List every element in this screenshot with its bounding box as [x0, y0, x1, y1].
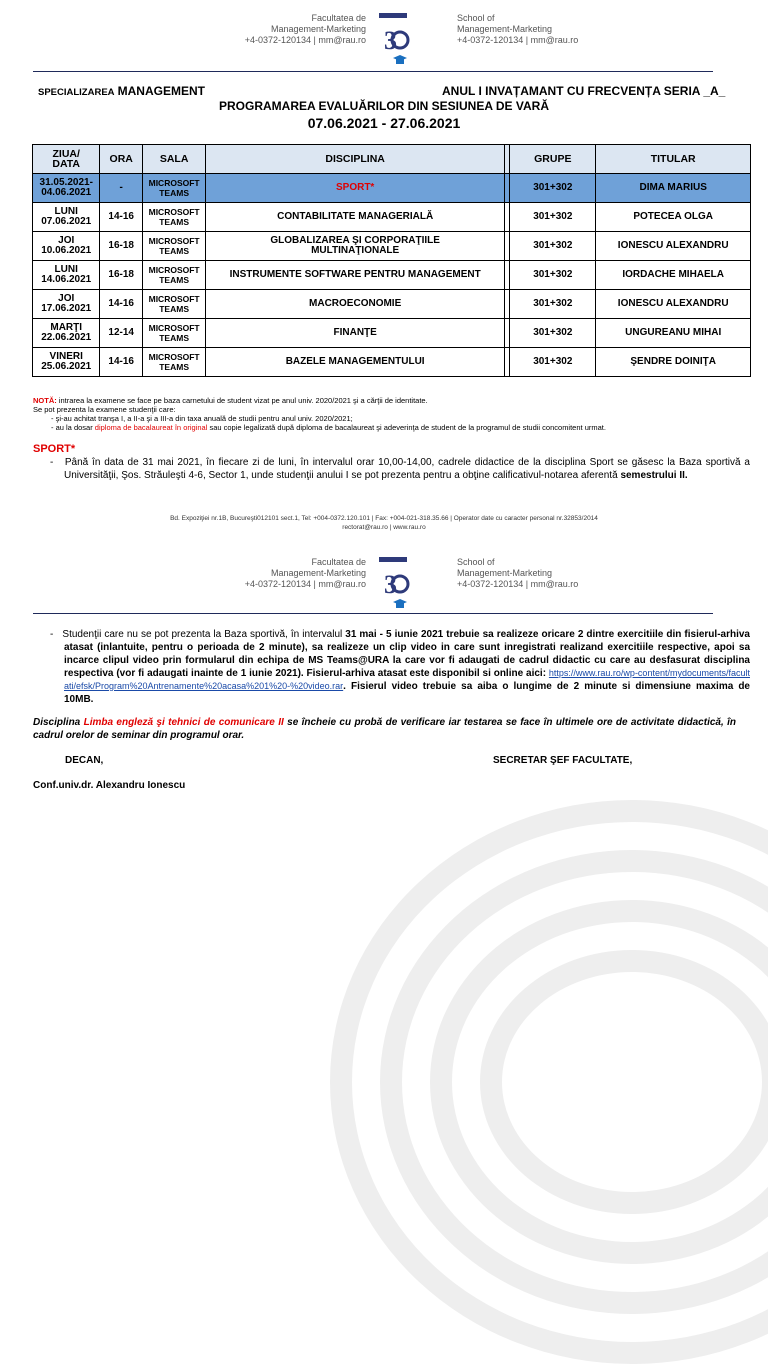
table-row: [33, 348, 751, 377]
sport-paragraph: - Până în data de 31 mai 2021, în fiecare zi de luni, în intervalul orar 10,00-14,00, cadrele didactice de la disciplina Sport se găsesc la Baza sportivă a Universităţii, Şos. Străuleşti 4-6, Sector 1, unde studenţii anului I se pot prezenta pentru a obţine calificativul-notarea aferentă semestrului II.: [50, 457, 750, 481]
archive-link[interactable]: https://www.rau.ro/wp-content/mydocuments/facultati/efsk/Program%20Antrenamente%20acasa%201%20-%20video.rar: [64, 668, 750, 691]
cell-sala: MICROSOFT TEAMS: [142, 232, 205, 261]
cell-sala: MICROSOFT TEAMS: [142, 290, 205, 319]
sport-heading: SPORT*: [33, 443, 76, 455]
cell-ziua: JOI 10.06.2021: [33, 232, 100, 261]
cell-titular: ŞENDRE DOINIŢA: [596, 348, 751, 377]
english-discipline-note: [33, 716, 736, 742]
cell-sala: MICROSOFT TEAMS: [142, 319, 205, 348]
table-row: [33, 203, 751, 232]
header-left: [216, 557, 366, 590]
disc-name-red: Limba engleză şi tehnici de comunicare II: [83, 717, 284, 728]
nota-bullet2-b: sau copie legalizată după diploma de bacalaureat şi adeverinţa de student de la programul de studii concomitent urmat.: [207, 423, 606, 432]
svg-text:3: 3: [384, 570, 397, 599]
disc-text-a: Disciplina: [33, 717, 84, 728]
cell-sala: MICROSOFT TEAMS: [142, 261, 205, 290]
cell-titular: POTECEA OLGA: [596, 203, 751, 232]
cell-disciplina: INSTRUMENTE SOFTWARE PENTRU MANAGEMENT: [206, 261, 505, 290]
nota-label: NOTĂ:: [33, 396, 57, 405]
header-right-line: Management-Marketing: [457, 568, 553, 578]
cell-ziua: LUNI 07.06.2021: [33, 203, 100, 232]
nota-line1: intrarea la examene se face pe baza carnetului de student vizat pe anul univ. 2020/2021 şi a cărţii de identitate.: [56, 396, 428, 405]
col-header-ora: ORA: [100, 145, 143, 174]
cell-grupe: 301+302: [510, 319, 596, 348]
secretar-label: SECRETAR ŞEF FACULTATE,: [493, 755, 633, 766]
header-right-line: School of: [457, 557, 495, 567]
nota-bullet1: şi-au achitat tranşa I, a II-a şi a III-a din taxa anuală de studii pentru anul univ. 2020/2021;: [55, 414, 353, 423]
cell-ora: 12-14: [100, 319, 143, 348]
cell-grupe: 301+302: [510, 232, 596, 261]
cell-titular: DIMA MARIUS: [596, 174, 751, 203]
cell-ora: 14-16: [100, 290, 143, 319]
col-header-grupe: GRUPE: [510, 145, 596, 174]
spec-prefix: SPECIALIZAREA: [38, 87, 115, 98]
year-series: ANUL I INVAȚAMANT CU FRECVENȚA SERIA _A_: [442, 84, 726, 98]
program-title: PROGRAMAREA EVALUĂRILOR DIN SESIUNEA DE VARĂ: [218, 99, 550, 113]
specialization: [38, 84, 205, 98]
table-row: [33, 319, 751, 348]
nota-block: NOTĂ: intrarea la examene se face pe baza carnetului de student vizat pe anul univ. 2020/2021 şi a cărţii de identitate. Se pot prezenta la examene studenţii care: - şi-au achitat tranşa I, a II-a şi a III-a din taxa anuală de studii pentru anul univ. 2020/2021; - au la dosar diploma de bacalaureat în original sau copie legalizată după diploma de bacalaureat şi adeverinţa de student de la programul de studii concomitent urmat.: [33, 396, 733, 432]
university-logo: [376, 556, 410, 619]
nota-bullet2-a: au la dosar: [55, 423, 95, 432]
col-header-disciplina: DISCIPLINA: [206, 145, 505, 174]
header-right-line: +4-0372-120134 | mm@rau.ro: [457, 35, 579, 45]
cell-ziua: VINERI 25.06.2021: [33, 348, 100, 377]
sport-text: Până în data de 31 mai 2021, în fiecare zi de luni, în intervalul orar 10,00-14,00, cadrele didactice de la disciplina Sport se găsesc la Baza sportivă a Universităţii, Şos. Străuleşti 4-6, Sector 1, unde studenţii anului I se pot prezenta pentru a obţine calificativul-notarea aferentă: [64, 457, 750, 481]
header-right: [457, 13, 607, 46]
cell-ziua: LUNI 14.06.2021: [33, 261, 100, 290]
schedule-table: [32, 144, 751, 377]
cell-titular: UNGUREANU MIHAI: [596, 319, 751, 348]
nota-bullet2-red: diploma de bacalaureat în original: [94, 423, 208, 432]
header-right: [457, 557, 607, 590]
cell-disciplina: CONTABILITATE MANAGERIALĂ: [206, 203, 505, 232]
cell-sala: MICROSOFT TEAMS: [142, 174, 205, 203]
table-header-row: [33, 145, 751, 174]
footer-line: rectorat@rau.ro | www.rau.ro: [342, 524, 426, 531]
header-left-line: Management-Marketing: [270, 568, 366, 578]
alt-sport-text-a: Studenţii care nu se pot prezenta la Baza sportivă, în intervalul: [62, 629, 346, 640]
col-header-ziua: ZIUA/ DATA: [33, 145, 100, 174]
cell-sala: MICROSOFT TEAMS: [142, 348, 205, 377]
col-header-titular: TITULAR: [596, 145, 751, 174]
cell-grupe: 301+302: [510, 261, 596, 290]
spec-name: MANAGEMENT: [117, 84, 205, 98]
cell-disciplina: GLOBALIZAREA ŞI CORPORAŢIILE MULTINAŢIONALE: [206, 232, 505, 261]
header-right-line: +4-0372-120134 | mm@rau.ro: [457, 579, 579, 589]
sport-text-bold: semestrului II.: [620, 470, 688, 481]
cell-grupe: 301+302: [510, 348, 596, 377]
cell-disciplina: SPORT*: [206, 174, 505, 203]
header-left: [216, 13, 366, 46]
header-left-line: Facultatea de: [311, 557, 366, 567]
header-left-line: Management-Marketing: [270, 24, 366, 34]
cell-disciplina: BAZELE MANAGEMENTULUI: [206, 348, 505, 377]
alt-sport-text-c: . Fisierul video trebuie sa aiba o lungime de 2 minute si dimensiune maxima de 10MB.: [64, 681, 750, 705]
cell-grupe: 301+302: [510, 174, 596, 203]
signer-name: Conf.univ.dr. Alexandru Ionescu: [33, 780, 186, 791]
alt-sport-paragraph: - Studenţii care nu se pot prezenta la Baza sportivă, în intervalul 31 mai - 5 iunie 2021 trebuie sa realizeze oricare 2 dintre exercitiile din fisierul-arhiva atasat (inlantuite, pentru o perioada de 2 minute), sa realizeze un clip video in care sunt inregistrati realizand exercitiile respective, apoi sa incarce clipul video prin formularul din echipa de MS Teams@URA la care vor fi adaugati de cadrul didactic cu care au desfasurat disciplina respectiva (vor fi adaugati inainte de 1 iunie 2021). Fisierul-arhiva atasat este disponibil si online aici: https://www.rau.ro/wp-content/mydocuments/facultati/efsk/Program%20Antrenamente%20acasa%201%20-%20video.rar. Fisierul video trebuie sa aiba o lungime de 2 minute si dimensiune maxima de 10MB.: [50, 629, 750, 705]
cell-sala: MICROSOFT TEAMS: [142, 203, 205, 232]
cell-titular: IONESCU ALEXANDRU: [596, 290, 751, 319]
table-row: [33, 232, 751, 261]
header-rule: [33, 71, 713, 72]
table-row: [33, 290, 751, 319]
header-left-line: Facultatea de: [311, 13, 366, 23]
cell-ora: -: [100, 174, 143, 203]
cell-titular: IONESCU ALEXANDRU: [596, 232, 751, 261]
table-row: [33, 261, 751, 290]
header-right-line: Management-Marketing: [457, 24, 553, 34]
header-left-line: +4-0372-120134 | mm@rau.ro: [244, 579, 366, 589]
cell-titular: IORDACHE MIHAELA: [596, 261, 751, 290]
cell-ora: 16-18: [100, 261, 143, 290]
session-dates: 07.06.2021 - 27.06.2021: [307, 115, 461, 131]
col-header-sala: SALA: [142, 145, 205, 174]
cell-disciplina: FINANŢE: [206, 319, 505, 348]
decan-label: DECAN,: [65, 755, 104, 766]
header-left-line: +4-0372-120134 | mm@rau.ro: [244, 35, 366, 45]
footer-address: [104, 514, 664, 532]
table-row: [33, 174, 751, 203]
cell-ziua: 31.05.2021- 04.06.2021: [33, 174, 100, 203]
nota-line2: Se pot prezenta la examene studenţii care:: [33, 405, 176, 414]
cell-ora: 14-16: [100, 203, 143, 232]
cell-grupe: 301+302: [510, 290, 596, 319]
cell-ziua: JOI 17.06.2021: [33, 290, 100, 319]
cell-disciplina: MACROECONOMIE: [206, 290, 505, 319]
cell-grupe: 301+302: [510, 203, 596, 232]
disc-text-b: se încheie cu probă de verificare iar testarea se face în ultimele ore de activitate didactică, în cadrul orelor de seminar din programul orar.: [33, 717, 736, 741]
svg-text:3: 3: [384, 26, 397, 55]
cell-ziua: MARŢI 22.06.2021: [33, 319, 100, 348]
cell-ora: 16-18: [100, 232, 143, 261]
university-logo: [376, 12, 410, 75]
header-right-line: School of: [457, 13, 495, 23]
header-rule: [33, 613, 713, 614]
cell-ora: 14-16: [100, 348, 143, 377]
alt-sport-text-b: 31 mai - 5 iunie 2021 trebuie sa realizeze oricare 2 dintre exercitiile din fisierul-arhiva atasat (inlantuite, pentru o perioada de 2 minute), sa realizeze un clip video in care sunt inregistrati realizand exercitiile respective, apoi sa incarce clipul video prin formularul din echipa de MS Teams@URA la care vor fi adaugati de cadrul didactic cu care au desfasurat disciplina respectiva (vor fi adaugati inainte de 1 iunie 2021). Fisierul-arhiva atasat este disponibil si online aici:: [64, 629, 750, 679]
footer-line: Bd. Expoziţiei nr.1B, Bucureşti012101 sect.1, Tel: +004-0372.120.101 | Fax: +004-021-318.35.66 | Operator date cu caracter personal nr.32853/2014: [170, 515, 598, 522]
